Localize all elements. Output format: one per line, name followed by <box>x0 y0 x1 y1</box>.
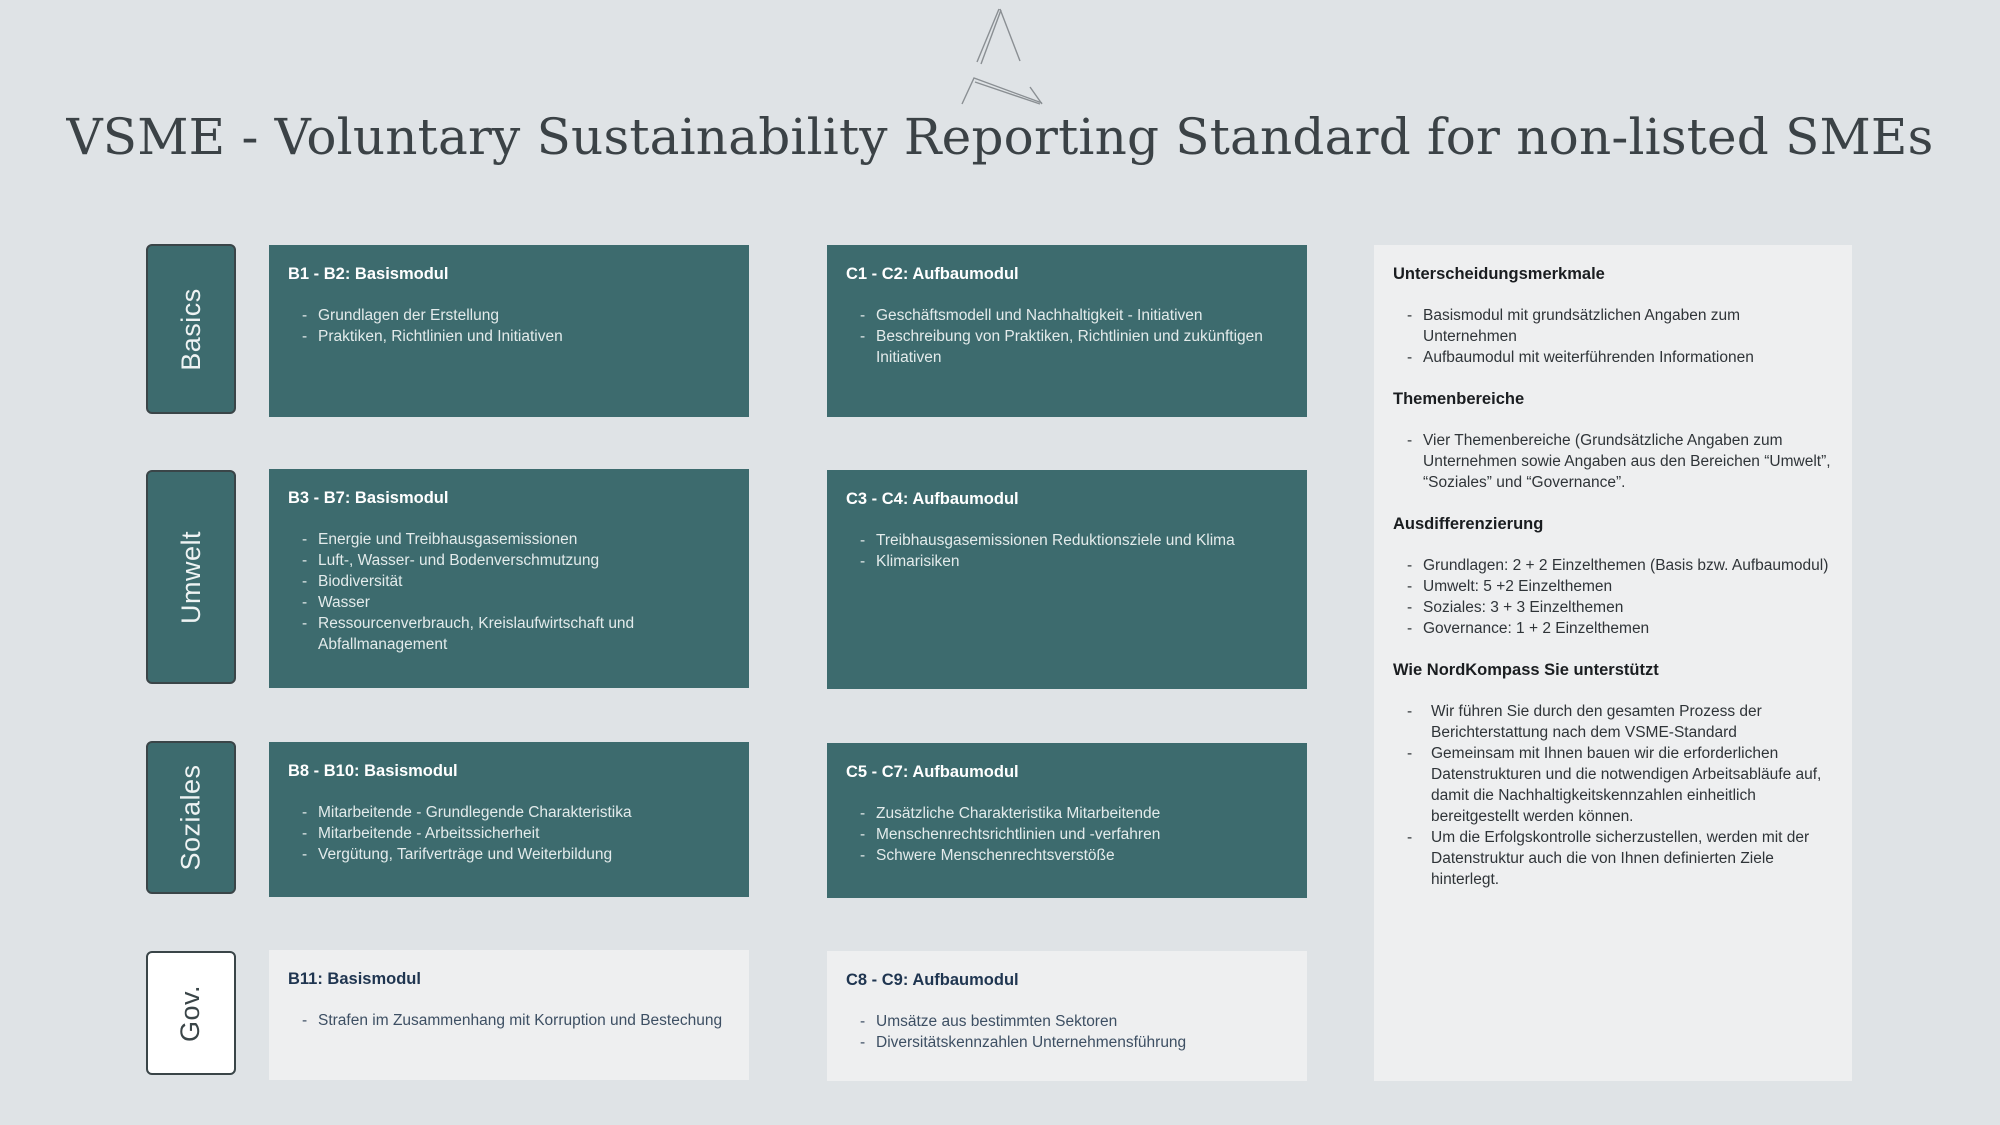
info-list <box>1393 701 1833 890</box>
category-label: Gov. <box>175 984 206 1042</box>
module-topic-list <box>846 305 1288 368</box>
module-title: B8 - B10: Basismodul <box>288 762 458 780</box>
module-topic: - Luft-, Wasser- und Bodenverschmutzung <box>302 550 730 571</box>
info-heading: Ausdifferenzierung <box>1393 515 1544 533</box>
module-card-b3-b7 <box>269 469 749 688</box>
category-label: Umwelt <box>175 530 206 624</box>
module-topic: - Geschäftsmodell und Nachhaltigkeit - Initiativen <box>860 305 1288 326</box>
module-topic-list <box>288 802 730 865</box>
module-topic: - Energie und Treibhausgasemissionen <box>302 529 730 550</box>
module-title: B3 - B7: Basismodul <box>288 489 449 507</box>
info-list <box>1393 430 1833 493</box>
category-basics <box>146 244 236 414</box>
info-heading: Themenbereiche <box>1393 390 1525 408</box>
module-topic: - Vergütung, Tarifverträge und Weiterbildung <box>302 844 730 865</box>
category-label: Soziales <box>175 764 206 871</box>
category-gov <box>146 951 236 1075</box>
category-label: Basics <box>175 287 206 371</box>
module-topic-list <box>288 305 730 347</box>
module-title: C1 - C2: Aufbaumodul <box>846 265 1019 283</box>
module-topic: - Klimarisiken <box>860 551 1288 572</box>
module-topic: - Zusätzliche Charakteristika Mitarbeitende <box>860 803 1288 824</box>
info-item: - Grundlagen: 2 + 2 Einzelthemen (Basis bzw. Aufbaumodul) <box>1407 555 1833 576</box>
module-card-c5-c7 <box>827 743 1307 898</box>
module-topic: - Schwere Menschenrechtsverstöße <box>860 845 1288 866</box>
module-title: C5 - C7: Aufbaumodul <box>846 763 1019 781</box>
info-item: - Aufbaumodul mit weiterführenden Informationen <box>1407 347 1833 368</box>
module-card-b1-b2 <box>269 245 749 417</box>
module-topic: - Wasser <box>302 592 730 613</box>
info-item: - Governance: 1 + 2 Einzelthemen <box>1407 618 1833 639</box>
module-title: B11: Basismodul <box>288 970 421 988</box>
page-title: VSME - Voluntary Sustainability Reporting Standard for non-listed SMEs <box>66 108 1934 166</box>
info-heading: Wie NordKompass Sie unterstützt <box>1393 661 1659 679</box>
module-topic: - Beschreibung von Praktiken, Richtlinien und zukünftigen Initiativen <box>860 326 1288 368</box>
module-topic: - Menschenrechtsrichtlinien und -verfahren <box>860 824 1288 845</box>
info-item: - Um die Erfolgskontrolle sicherzustellen, werden mit der Datenstruktur auch die von Ihnen definierten Ziele hinterlegt. <box>1407 827 1833 890</box>
category-umwelt <box>146 470 236 684</box>
module-title: B1 - B2: Basismodul <box>288 265 449 283</box>
module-topic-list <box>288 1010 730 1031</box>
info-item: - Wir führen Sie durch den gesamten Prozess der Berichterstattung nach dem VSME-Standard <box>1407 701 1833 743</box>
info-item: - Basismodul mit grundsätzlichen Angaben zum Unternehmen <box>1407 305 1833 347</box>
module-topic: - Biodiversität <box>302 571 730 592</box>
module-topic: - Mitarbeitende - Arbeitssicherheit <box>302 823 730 844</box>
module-topic: - Ressourcenverbrauch, Kreislaufwirtschaft und Abfallmanagement <box>302 613 730 655</box>
module-topic: - Strafen im Zusammenhang mit Korruption und Bestechung <box>302 1010 730 1031</box>
module-card-c1-c2 <box>827 245 1307 417</box>
module-topic-list <box>846 530 1288 572</box>
module-card-b8-b10 <box>269 742 749 897</box>
module-topic: - Praktiken, Richtlinien und Initiativen <box>302 326 730 347</box>
module-topic-list <box>846 803 1288 866</box>
module-topic: - Umsätze aus bestimmten Sektoren <box>860 1011 1288 1032</box>
module-topic-list <box>846 1011 1288 1053</box>
module-card-c8-c9 <box>827 951 1307 1081</box>
module-topic: - Grundlagen der Erstellung <box>302 305 730 326</box>
module-card-b11 <box>269 950 749 1080</box>
triangle-logo-icon <box>950 4 1050 108</box>
info-item: - Vier Themenbereiche (Grundsätzliche Angaben zum Unternehmen sowie Angaben aus den Bereichen “Umwelt”, “Soziales” und “Governance”. <box>1407 430 1833 493</box>
info-item: - Gemeinsam mit Ihnen bauen wir die erforderlichen Datenstrukturen und die notwendigen Arbeitsabläufe auf, damit die Nachhaltigkeitskennzahlen einheitlich bereitgestellt werden können. <box>1407 743 1833 827</box>
module-topic: - Diversitätskennzahlen Unternehmensführung <box>860 1032 1288 1053</box>
info-item: - Umwelt: 5 +2 Einzelthemen <box>1407 576 1833 597</box>
module-card-c3-c4 <box>827 470 1307 689</box>
module-title: C8 - C9: Aufbaumodul <box>846 971 1019 989</box>
category-soziales <box>146 741 236 894</box>
module-topic-list <box>288 529 730 655</box>
info-item: - Soziales: 3 + 3 Einzelthemen <box>1407 597 1833 618</box>
info-heading: Unterscheidungsmerkmale <box>1393 265 1605 283</box>
module-topic: - Mitarbeitende - Grundlegende Charakteristika <box>302 802 730 823</box>
info-panel <box>1374 245 1852 1081</box>
info-list <box>1393 555 1833 639</box>
info-list <box>1393 305 1833 368</box>
module-topic: - Treibhausgasemissionen Reduktionsziele und Klima <box>860 530 1288 551</box>
module-title: C3 - C4: Aufbaumodul <box>846 490 1019 508</box>
